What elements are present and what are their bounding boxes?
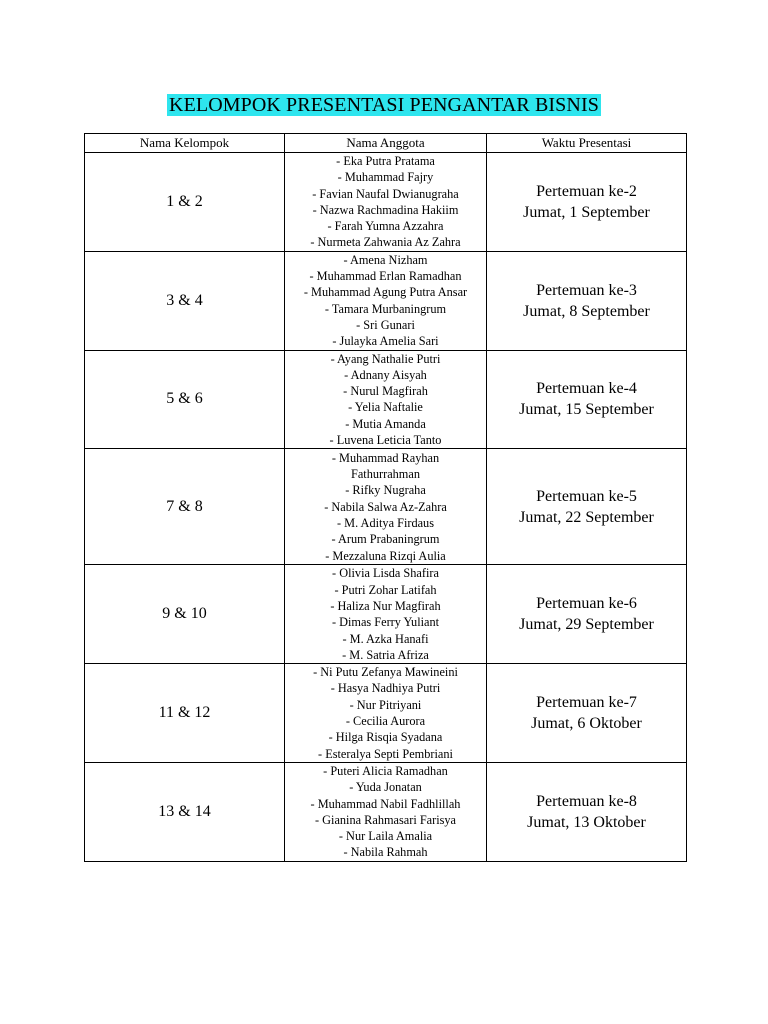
schedule-cell: [487, 251, 687, 350]
members-cell: [285, 565, 487, 664]
member-name: - Amena Nizham: [343, 252, 428, 267]
table-row: [85, 565, 687, 664]
member-name: - Luvena Leticia Tanto: [329, 433, 442, 448]
schedule-cell: [487, 449, 687, 565]
member-name: - Nur Laila Amalia: [338, 829, 433, 844]
meeting-label: Pertemuan ke-5: [536, 487, 637, 505]
member-name: - Esteralya Septi Pembriani: [318, 746, 453, 761]
members-cell: [285, 664, 487, 763]
member-name: - Dimas Ferry Yuliant: [331, 615, 440, 630]
member-name: - Mutia Amanda: [345, 416, 426, 431]
meeting-date: Jumat, 15 September: [519, 401, 654, 419]
meeting-date: Jumat, 13 Oktober: [527, 813, 646, 831]
member-name: - Puteri Alicia Ramadhan: [323, 763, 448, 778]
meeting-date: Jumat, 6 Oktober: [531, 715, 642, 733]
meeting-date: Jumat, 1 September: [523, 203, 650, 221]
member-name: - Putri Zohar Latifah: [334, 582, 437, 597]
members-cell: [285, 350, 487, 449]
member-name: - Nazwa Rachmadina Hakiim: [312, 202, 459, 217]
schedule-cell: [487, 762, 687, 861]
member-name: - Arum Prabaningrum: [331, 532, 440, 547]
table-row: [85, 153, 687, 252]
member-name: - M. Aditya Firdaus: [336, 515, 434, 530]
member-name: - M. Satria Afriza: [342, 647, 429, 662]
meeting-date: Jumat, 29 September: [519, 616, 654, 634]
member-name: - Olivia Lisda Shafira: [332, 566, 439, 581]
member-name: - Gianina Rahmasari Farisya: [314, 812, 457, 827]
table-row: [85, 251, 687, 350]
meeting-label: Pertemuan ke-7: [536, 694, 637, 712]
member-name: - Nabila Rahmah: [343, 845, 428, 860]
members-cell: [285, 762, 487, 861]
meeting-label: Pertemuan ke-3: [536, 281, 637, 299]
meeting-date: Jumat, 22 September: [519, 508, 654, 526]
table-row: [85, 664, 687, 763]
group-cell: 11 & 12: [85, 664, 285, 763]
member-name: - Yelia Naftalie: [348, 400, 423, 415]
schedule-cell: [487, 153, 687, 252]
members-cell: [285, 251, 487, 350]
member-name: - Haliza Nur Magfirah: [330, 598, 441, 613]
members-cell: [285, 449, 487, 565]
table-row: [85, 762, 687, 861]
member-name: - Ayang Nathalie Putri: [330, 351, 441, 366]
member-name: - Favian Naufal Dwianugraha: [312, 186, 459, 201]
meeting-label: Pertemuan ke-6: [536, 595, 637, 613]
meeting-label: Pertemuan ke-4: [536, 380, 637, 398]
header-members: Nama Anggota: [285, 134, 487, 153]
table-header-row: [85, 134, 687, 153]
member-name: - Nurmeta Zahwania Az Zahra: [310, 235, 461, 250]
member-name: - Muhammad Agung Putra Ansar: [303, 285, 468, 300]
title-wrapper: [0, 94, 768, 116]
member-name: - Nurul Magfirah: [343, 384, 428, 399]
member-name: - Hilga Risqia Syadana: [328, 730, 443, 745]
meeting-label: Pertemuan ke-8: [536, 792, 637, 810]
member-name: - Julayka Amelia Sari: [332, 334, 439, 349]
member-name: - Farah Yumna Azzahra: [327, 219, 444, 234]
group-cell: 1 & 2: [85, 153, 285, 252]
member-name: - M. Azka Hanafi: [342, 631, 429, 646]
member-name: - Yuda Jonatan: [349, 780, 422, 795]
member-name: Fathurrahman: [351, 467, 420, 482]
group-cell: 13 & 14: [85, 762, 285, 861]
member-name: - Eka Putra Pratama: [336, 154, 435, 168]
member-name: - Rifky Nugraha: [345, 483, 426, 498]
members-cell: [285, 153, 487, 252]
meeting-date: Jumat, 8 September: [523, 302, 650, 320]
presentation-schedule-table: [84, 133, 687, 862]
header-schedule: Waktu Presentasi: [487, 134, 687, 153]
member-name: - Nur Pitriyani: [349, 697, 422, 712]
member-name: - Mezzaluna Rizqi Aulia: [325, 548, 446, 563]
member-name: - Sri Gunari: [356, 317, 415, 332]
member-name: - Tamara Murbaningrum: [324, 301, 447, 316]
schedule-cell: [487, 664, 687, 763]
member-name: - Muhammad Nabil Fadhlillah: [310, 796, 461, 811]
member-name: - Cecilia Aurora: [345, 714, 426, 729]
schedule-cell: [487, 565, 687, 664]
group-cell: 3 & 4: [85, 251, 285, 350]
member-name: - Muhammad Fajry: [337, 170, 434, 185]
table-row: [85, 449, 687, 565]
member-name: - Muhammad Erlan Ramadhan: [309, 269, 462, 284]
schedule-cell: [487, 350, 687, 449]
document-title: KELOMPOK PRESENTASI PENGANTAR BISNIS: [169, 94, 599, 116]
member-name: - Nabila Salwa Az-Zahra: [324, 499, 447, 514]
meeting-label: Pertemuan ke-2: [536, 182, 637, 200]
member-name: - Muhammad Rayhan: [331, 450, 440, 465]
table-row: [85, 350, 687, 449]
header-group: Nama Kelompok: [85, 134, 285, 153]
member-name: - Ni Putu Zefanya Mawineini: [313, 665, 458, 680]
member-name: - Adnany Aisyah: [344, 367, 427, 382]
group-cell: 7 & 8: [85, 449, 285, 565]
group-cell: 9 & 10: [85, 565, 285, 664]
group-cell: 5 & 6: [85, 350, 285, 449]
member-name: - Hasya Nadhiya Putri: [330, 681, 441, 696]
